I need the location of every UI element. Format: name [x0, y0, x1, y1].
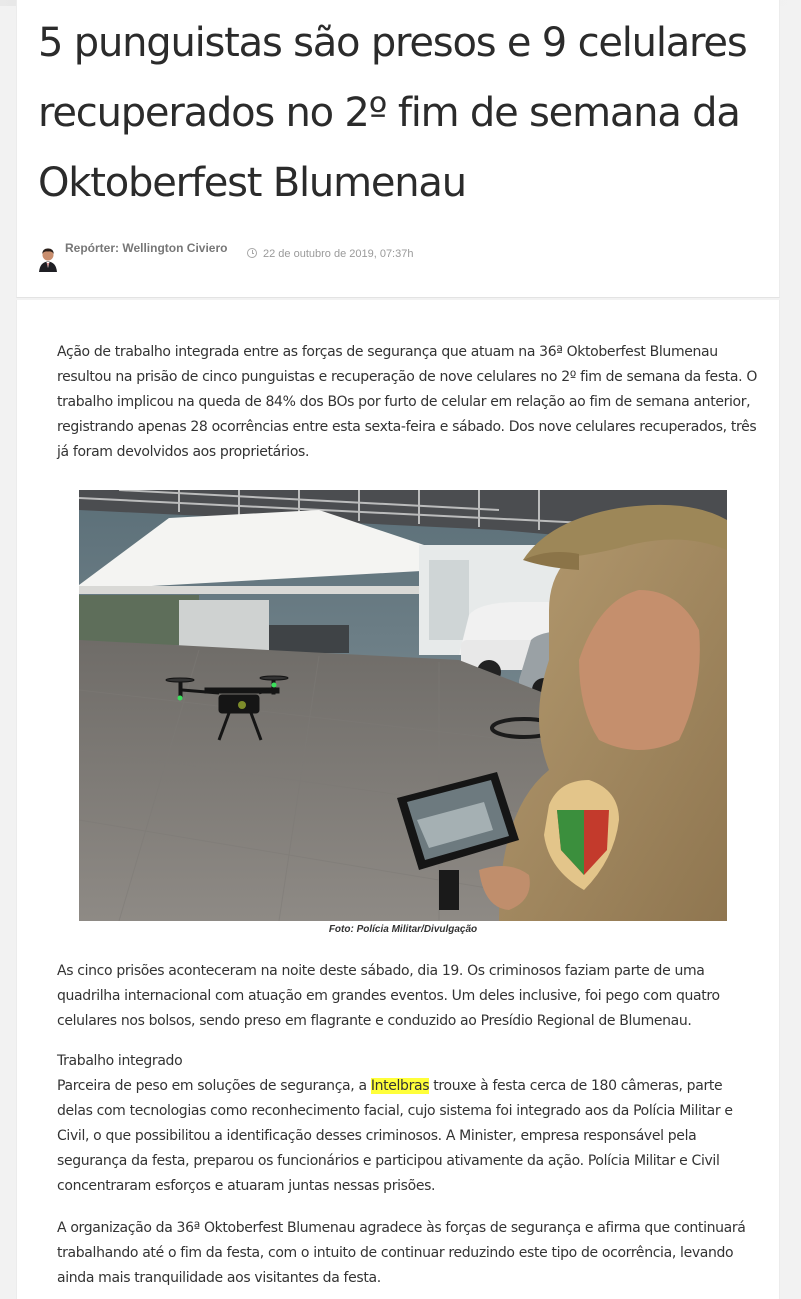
article-title: 5 punguistas são presos e 9 celulares recuperados no 2º fim de semana da Oktoberfest Blumenau	[38, 20, 747, 206]
reporter-avatar[interactable]	[37, 246, 59, 272]
article-header	[16, 0, 780, 298]
article-paragraph-3	[57, 1074, 757, 1199]
clock-icon	[247, 248, 257, 258]
article-paragraph-2: As cinco prisões aconteceram na noite deste sábado, dia 19. Os criminosos faziam parte de uma quadrilha internacional com atuação em grandes eventos. Um deles inclusive, foi pego com quatro celulares nos bolsos, sendo preso em flagrante e conduzido ao Presídio Regional de Blumenau.	[57, 963, 720, 1029]
photo-caption: Foto: Polícia Militar/Divulgação	[328, 924, 478, 935]
paragraph-3-end: trouxe à festa cerca de 180 câmeras, parte delas com tecnologias como reconhecimento facial, cujo sistema foi integrado aos da Polícia Militar e Civil, o que possibilitou a identificação desses criminosos. A Minister, empresa responsável pela segurança da festa, preparou os funcionários e participou ativamente da ação. Polícia Militar e Civil concentraram esforços e atuaram juntas nessas prisões.	[57, 1078, 733, 1194]
article-photo[interactable]	[79, 490, 727, 921]
article-body	[16, 300, 780, 1299]
publish-date	[247, 247, 413, 260]
publish-date-text: 22 de outubro de 2019, 07:37h	[263, 248, 414, 260]
intelbras-link[interactable]: Intelbras	[370, 1078, 430, 1094]
byline	[37, 240, 637, 272]
article-subheading: Trabalho integrado	[57, 1053, 183, 1069]
article-paragraph-1: Ação de trabalho integrada entre as forças de segurança que atuam na 36ª Oktoberfest Blumenau resultou na prisão de cinco punguistas e recuperação de nove celulares no 2º fim de semana da festa. O trabalho implicou na queda de 84% dos BOs por furto de celular em relação ao fim de semana anterior, registrando apenas 28 ocorrências entre esta sexta-feira e sábado. Dos nove celulares recuperados, três já foram devolvidos aos proprietários.	[57, 344, 758, 460]
article-paragraph-4: A organização da 36ª Oktoberfest Blumenau agradece às forças de segurança e afirma que continuará trabalhando até o fim da festa, com o intuito de continuar reduzindo este tipo de ocorrência, levando ainda mais tranquilidade aos visitantes da festa.	[57, 1220, 746, 1286]
drone-police-photo	[79, 490, 727, 921]
reporter-name[interactable]: Repórter: Wellington Civiero	[65, 241, 228, 255]
paragraph-3-start: Parceira de peso em soluções de segurança, a	[57, 1078, 371, 1094]
